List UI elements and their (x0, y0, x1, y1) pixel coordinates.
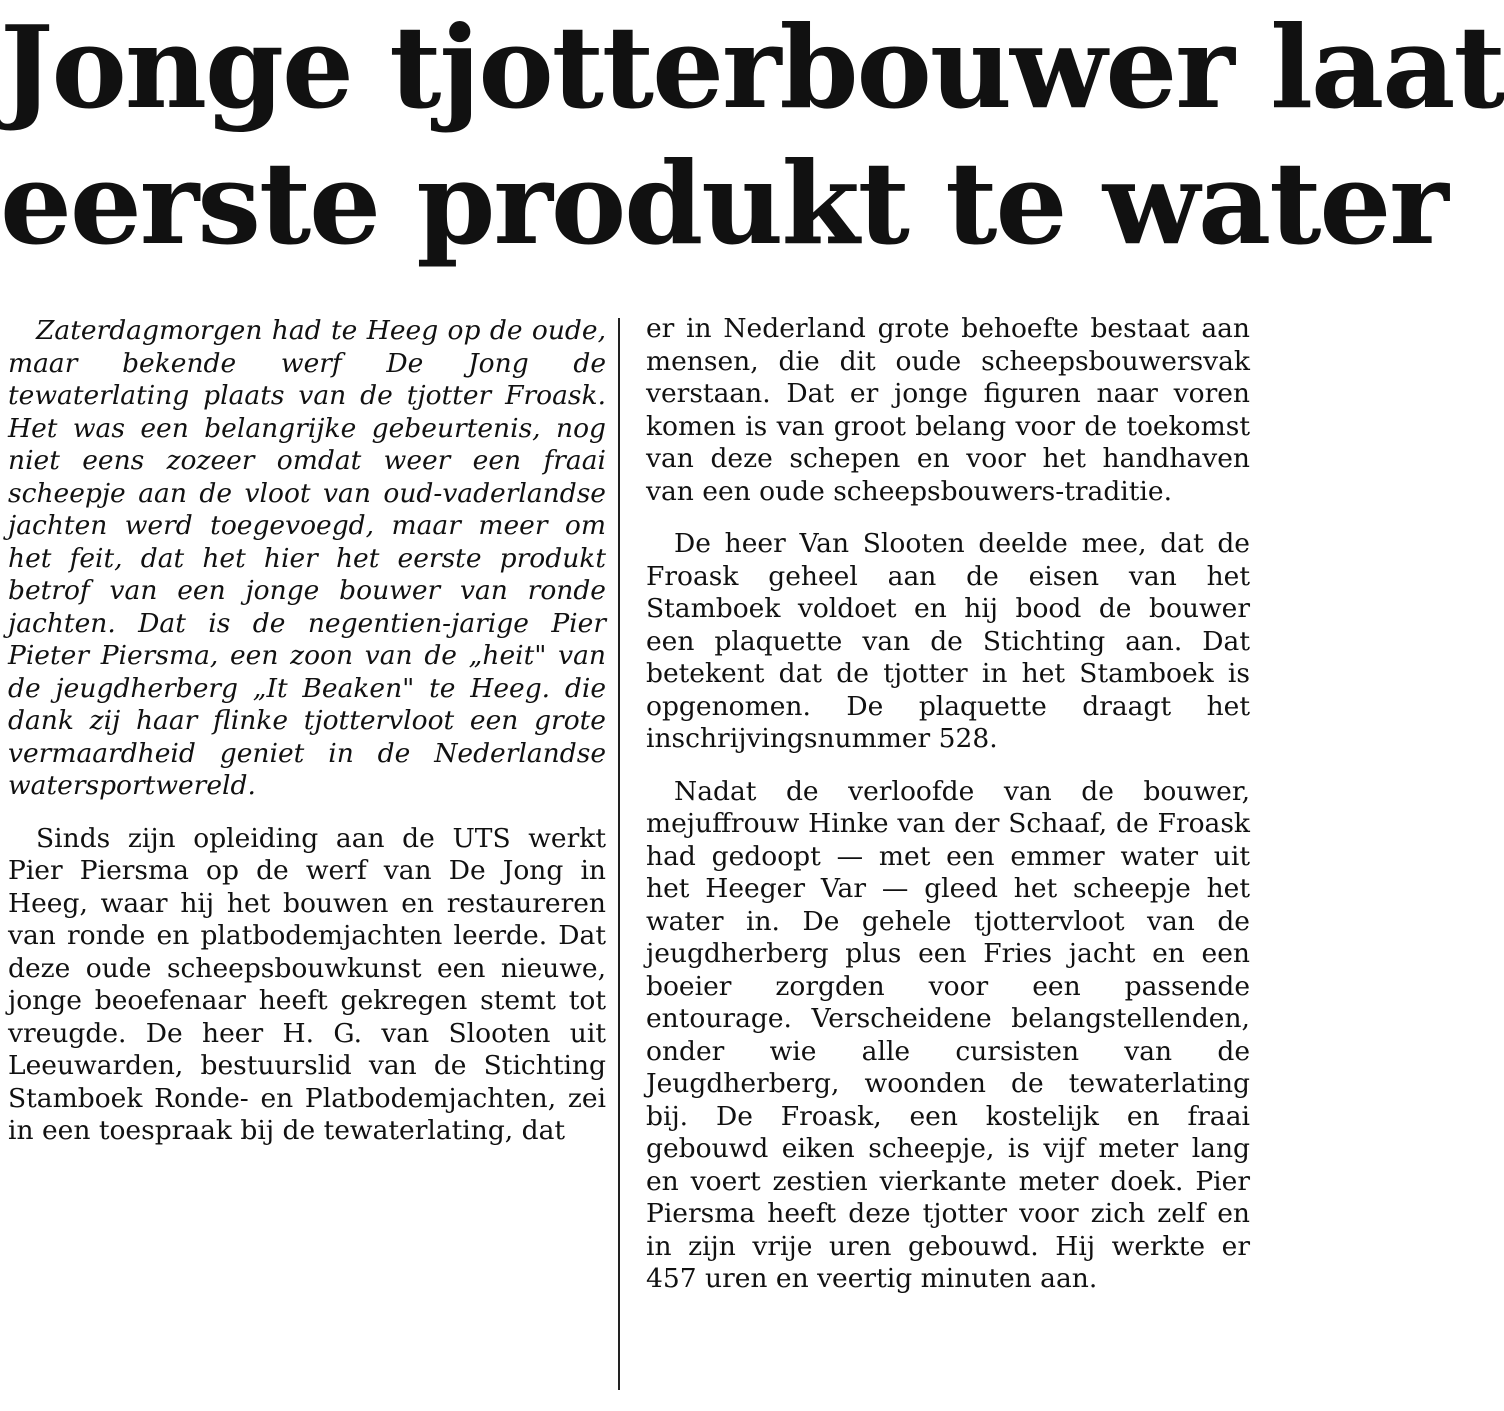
body-paragraph: Sinds zijn opleiding aan de UTS werkt Pier Piersma op de werf van De Jong in Heeg, waar hij het bouwen en restaureren van ronde en platbodemjachten leerde. Dat deze oude scheepsbouwkunst een nieuwe, jonge beoefenaar heeft gekregen stemt tot vreugde. De heer H. G. van Slooten uit Leeuwarden, bestuurslid van de Stichting Stamboek Ronde- en Platbodemjachten, zei in een toespraak bij de tewaterlating, dat (8, 822, 606, 1146)
column-divider (618, 318, 620, 1390)
article-column-left (8, 315, 606, 1148)
body-paragraph: er in Nederland grote behoefte bestaat aan mensen, die dit oude scheepsbouwersvak verstaan. Dat er jonge figuren naar voren komen is van groot belang voor de toekomst van deze schepen en voor het handhaven van een oude scheepsbouwers-traditie. (646, 313, 1250, 507)
headline-line-2: eerste produkt te water (0, 137, 1447, 270)
body-paragraph: Nadat de verloofde van de bouwer, mejuffrouw Hinke van der Schaaf, de Froask had gedoopt — met een emmer water uit het Heeger Var — gleed het scheepje het water in. De gehele tjottervloot van de jeugdherberg plus een Fries jacht en een boeier zorgden voor een passende entourage. Verscheidene belangstellenden, onder wie alle cursisten van de Jeugdherberg, woonden de tewaterlating bij. De Froask, een kostelijk en fraai gebouwd eiken scheepje, is vijf meter lang en voert zestien vierkante meter doek. Pier Piersma heeft deze tjotter voor zich zelf en in zijn vrije uren gebouwd. Hij werkte er 457 uren en veertig minuten aan. (646, 775, 1250, 1294)
headline-line-1: Jonge tjotterbouwer laat (0, 1, 1504, 134)
article-column-right (646, 313, 1250, 1296)
body-paragraph: De heer Van Slooten deelde mee, dat de Froask geheel aan de eisen van het Stamboek voldoet en hij bood de bouwer een plaquette van de Stichting aan. Dat betekent dat de tjotter in het Stamboek is opgenomen. De plaquette draagt het inschrijvingsnummer 528. (646, 528, 1250, 754)
intro-paragraph: Zaterdagmorgen had te Heeg op de oude, maar bekende werf De Jong de tewaterlating plaats van de tjotter Froask. Het was een belangrijke gebeurtenis, nog niet eens zozeer omdat weer een fraai scheepje aan de vloot van oud-vaderlandse jachten werd toegevoegd, maar meer om het feit, dat het hier het eerste produkt betrof van een jonge bouwer van ronde jachten. Dat is de negentien-jarige Pier Pieter Piersma, een zoon van de „heit" van de jeugdherberg „It Beaken" te Heeg. die dank zij haar flinke tjottervloot een grote vermaardheid geniet in de Nederlandse watersportwereld. (8, 315, 606, 801)
